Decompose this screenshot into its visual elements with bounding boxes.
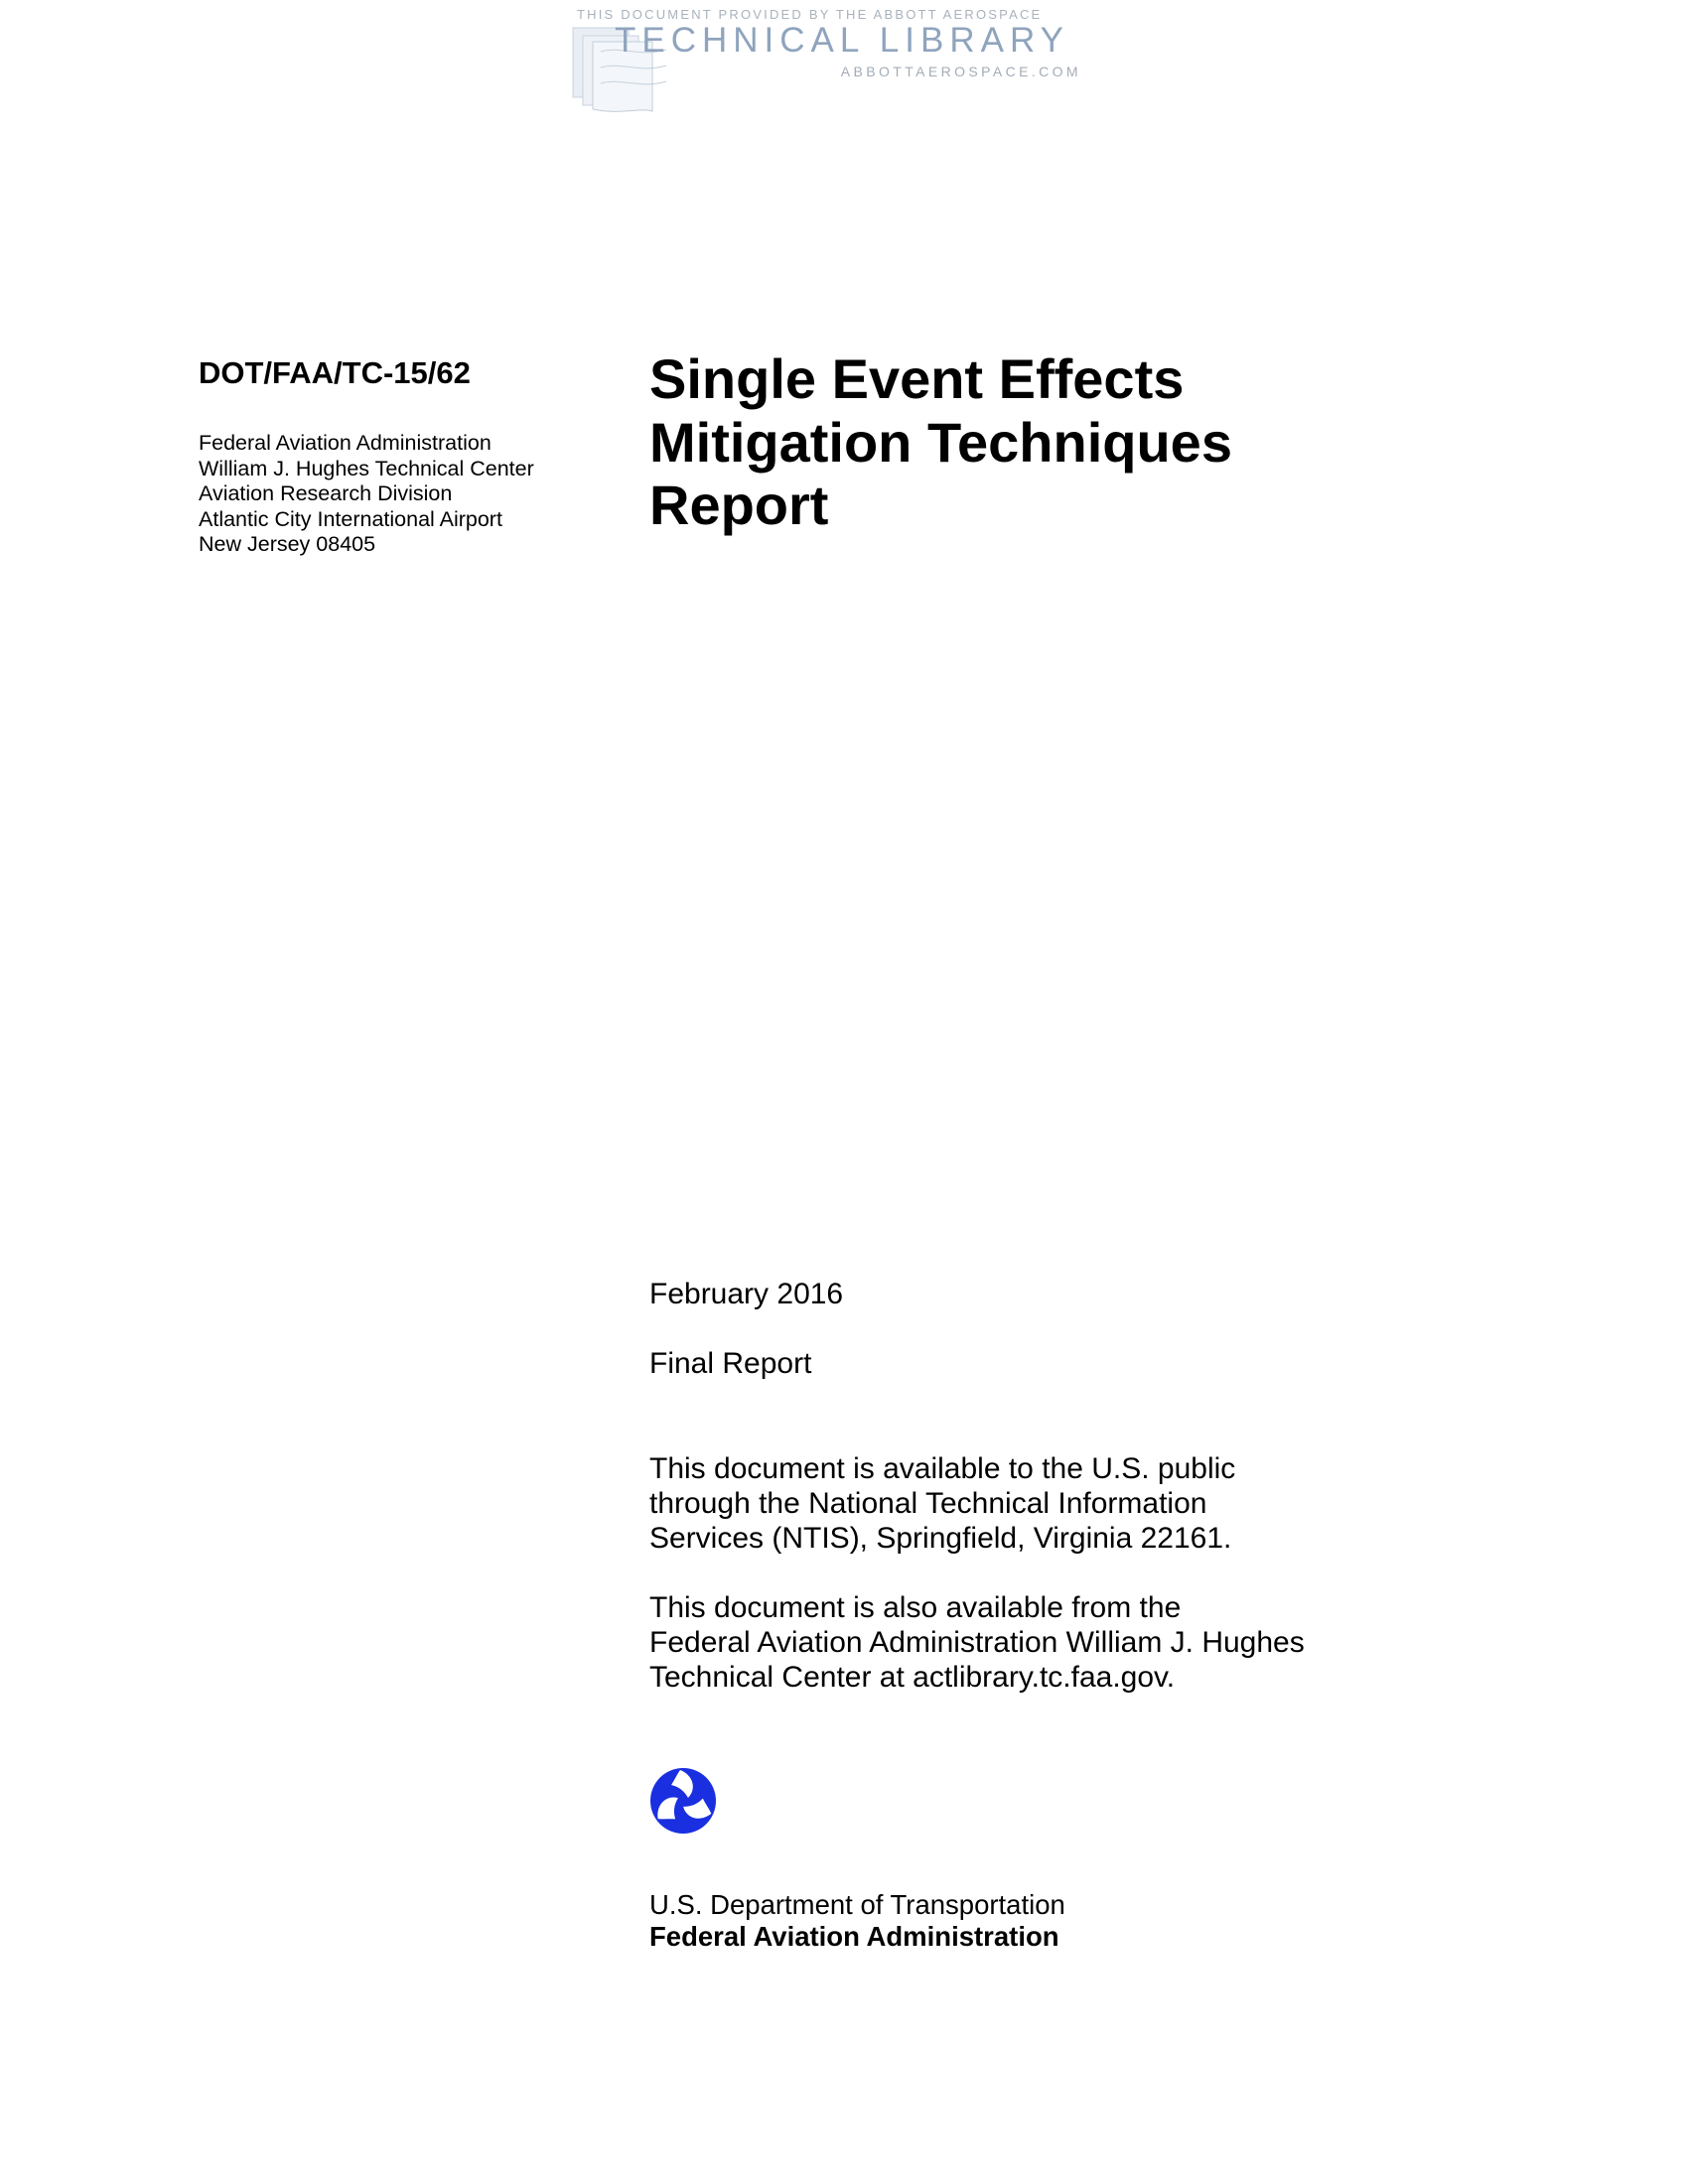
title-line: Report	[649, 474, 829, 536]
agency-address	[199, 431, 534, 558]
availability-line: Services (NTIS), Springfield, Virginia 22161.	[649, 1522, 1232, 1555]
availability-line: through the National Technical Information	[649, 1487, 1207, 1520]
watermark-site-line: ABBOTTAEROSPACE.COM	[840, 64, 1081, 79]
availability-ntis	[649, 1451, 1235, 1556]
availability-faa	[649, 1590, 1305, 1695]
agency-line: William J. Hughes Technical Center	[199, 456, 534, 480]
availability-line: This document is also available from the	[649, 1591, 1182, 1624]
report-date: February 2016	[649, 1278, 844, 1310]
dot-triskelion-logo	[649, 1767, 717, 1835]
library-watermark	[571, 4, 1087, 115]
watermark-main-line: TECHNICAL LIBRARY	[615, 21, 1069, 60]
title-line: Mitigation Techniques	[649, 410, 1232, 474]
watermark-top-line: THIS DOCUMENT PROVIDED BY THE ABBOTT AEROSPACE	[577, 7, 1043, 22]
agency-line: New Jersey 08405	[199, 532, 376, 556]
department-block	[649, 1889, 1065, 1953]
agency-line: Aviation Research Division	[199, 481, 453, 505]
administration-name: Federal Aviation Administration	[649, 1921, 1059, 1952]
report-number: DOT/FAA/TC-15/62	[199, 355, 471, 390]
department-name: U.S. Department of Transportation	[649, 1889, 1065, 1920]
report-type: Final Report	[649, 1347, 812, 1380]
agency-line: Federal Aviation Administration	[199, 431, 492, 455]
title-line: Single Event Effects	[649, 347, 1185, 410]
availability-line: Technical Center at actlibrary.tc.faa.gov.	[649, 1661, 1176, 1694]
agency-line: Atlantic City International Airport	[199, 506, 502, 531]
report-title	[649, 347, 1232, 537]
availability-line: This document is available to the U.S. public	[649, 1452, 1236, 1485]
availability-line: Federal Aviation Administration William J. Hughes	[649, 1626, 1305, 1659]
